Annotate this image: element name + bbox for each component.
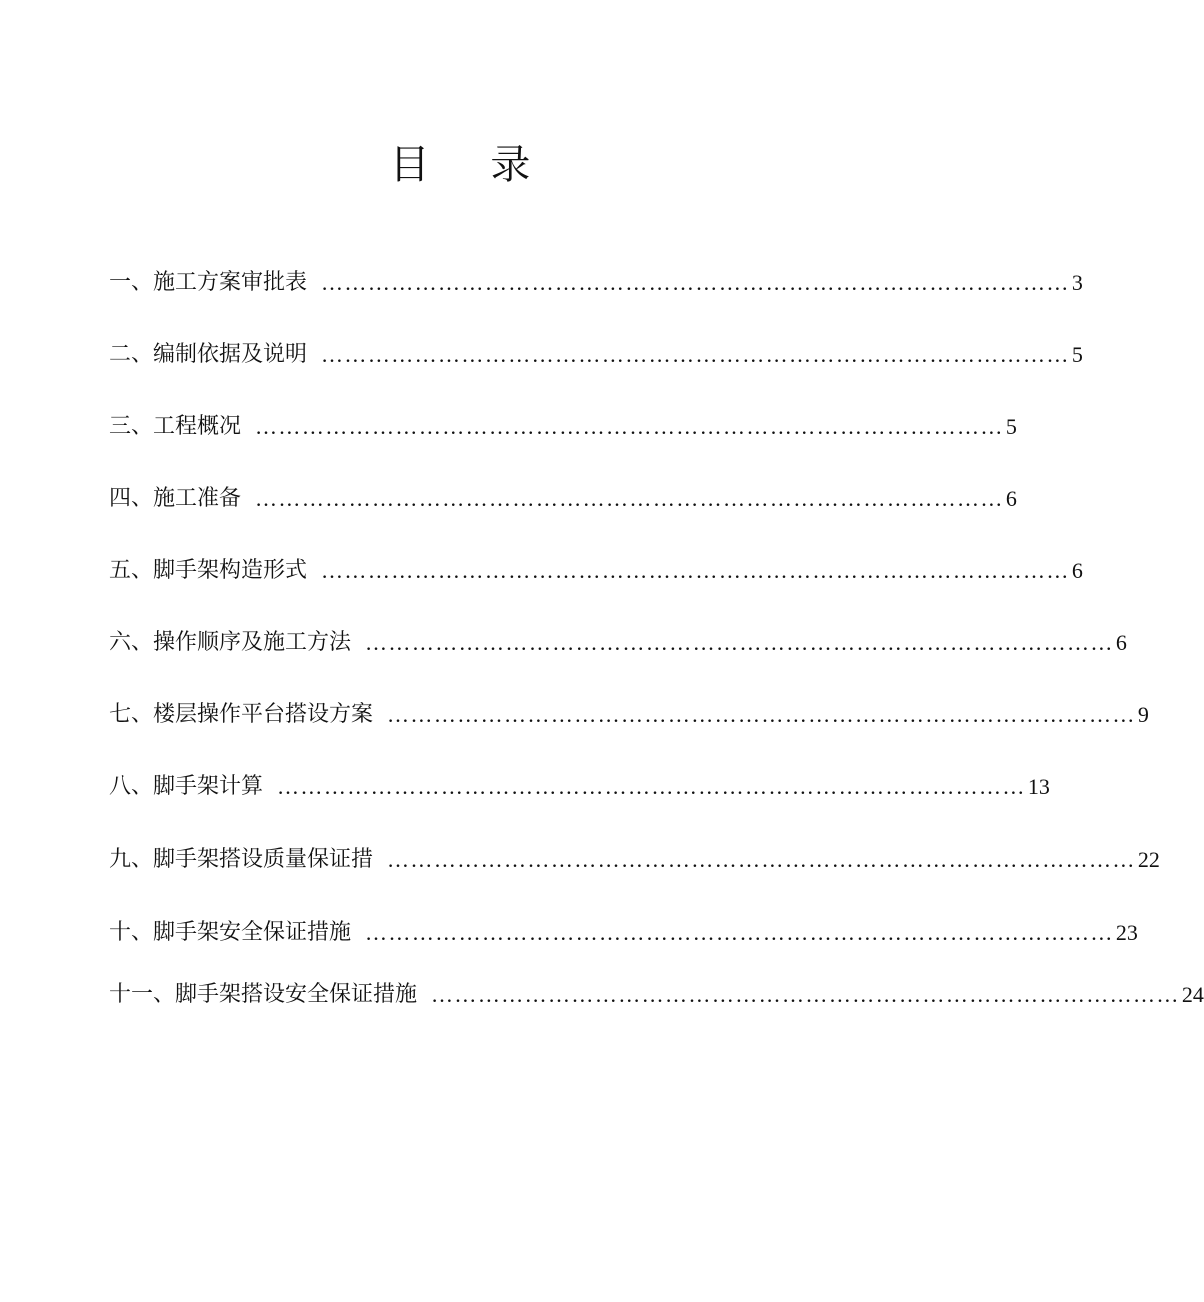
- toc-entry-page: 13: [1027, 774, 1050, 799]
- toc-entry[interactable]: [109, 700, 1149, 730]
- toc-entry[interactable]: [109, 484, 1017, 514]
- toc-entry-number: 三、: [109, 414, 154, 439]
- toc-entry-number: 九、: [109, 847, 154, 872]
- toc-entry[interactable]: [109, 556, 1083, 586]
- toc-entry[interactable]: [109, 268, 1083, 298]
- toc-entry-number: 七、: [109, 702, 154, 727]
- toc-entry-page: 3: [1071, 270, 1083, 295]
- toc-entry-page: 6: [1115, 630, 1127, 655]
- toc-entry-label: 脚手架计算: [153, 774, 264, 799]
- toc-entry-number: 四、: [109, 486, 154, 511]
- toc-dot-leader: ……………………………………………………………………………………: [321, 270, 1070, 295]
- toc-entry-number: 十一、: [109, 982, 176, 1007]
- toc-entry-page: 23: [1115, 920, 1138, 945]
- toc-entry[interactable]: [109, 412, 1017, 442]
- toc-entry-number: 五、: [109, 558, 154, 583]
- toc-entry[interactable]: [109, 628, 1127, 658]
- toc-entry-page: 6: [1071, 558, 1083, 583]
- toc-dot-leader: ……………………………………………………………………………………: [365, 920, 1114, 945]
- toc-entry-label: 脚手架构造形式: [153, 558, 308, 583]
- page-title: 目 录: [389, 142, 555, 188]
- toc-entry-number: 一、: [109, 270, 154, 295]
- toc-dot-leader: ……………………………………………………………………………………: [255, 414, 1004, 439]
- toc-entry-page: 22: [1137, 847, 1160, 872]
- toc-entry-label: 脚手架搭设质量保证措: [153, 847, 374, 872]
- toc-entry-label: 楼层操作平台搭设方案: [153, 702, 374, 727]
- toc-entry-number: 二、: [109, 342, 154, 367]
- toc-entry-label: 脚手架安全保证措施: [153, 920, 352, 945]
- toc-entry-page: 5: [1071, 342, 1083, 367]
- toc-entry-number: 十、: [109, 920, 154, 945]
- toc-entry-page: 24: [1181, 982, 1204, 1007]
- toc-entry-label: 操作顺序及施工方法: [153, 630, 352, 655]
- toc-entry-number: 六、: [109, 630, 154, 655]
- toc-entry[interactable]: [109, 918, 1138, 948]
- toc-entry[interactable]: [109, 845, 1160, 875]
- toc-entry[interactable]: [109, 772, 1050, 802]
- toc-dot-leader: ……………………………………………………………………………………: [387, 847, 1136, 872]
- toc-entry-page: 9: [1137, 702, 1149, 727]
- toc-entry[interactable]: [109, 980, 1204, 1010]
- toc-dot-leader: ……………………………………………………………………………………: [277, 774, 1026, 799]
- toc-entry-label: 编制依据及说明: [153, 342, 308, 367]
- toc-entry-number: 八、: [109, 774, 154, 799]
- toc-dot-leader: ……………………………………………………………………………………: [431, 982, 1180, 1007]
- toc-entry-label: 施工方案审批表: [153, 270, 308, 295]
- toc-entry-label: 工程概况: [153, 414, 242, 439]
- toc-entry[interactable]: [109, 340, 1083, 370]
- toc-dot-leader: ……………………………………………………………………………………: [255, 486, 1004, 511]
- toc-dot-leader: ……………………………………………………………………………………: [321, 342, 1070, 367]
- toc-dot-leader: ……………………………………………………………………………………: [321, 558, 1070, 583]
- toc-entry-label: 施工准备: [153, 486, 242, 511]
- toc-dot-leader: ……………………………………………………………………………………: [365, 630, 1114, 655]
- toc-entry-page: 5: [1005, 414, 1017, 439]
- toc-entry-page: 6: [1005, 486, 1017, 511]
- toc-entry-label: 脚手架搭设安全保证措施: [175, 982, 418, 1007]
- toc-dot-leader: ……………………………………………………………………………………: [387, 702, 1136, 727]
